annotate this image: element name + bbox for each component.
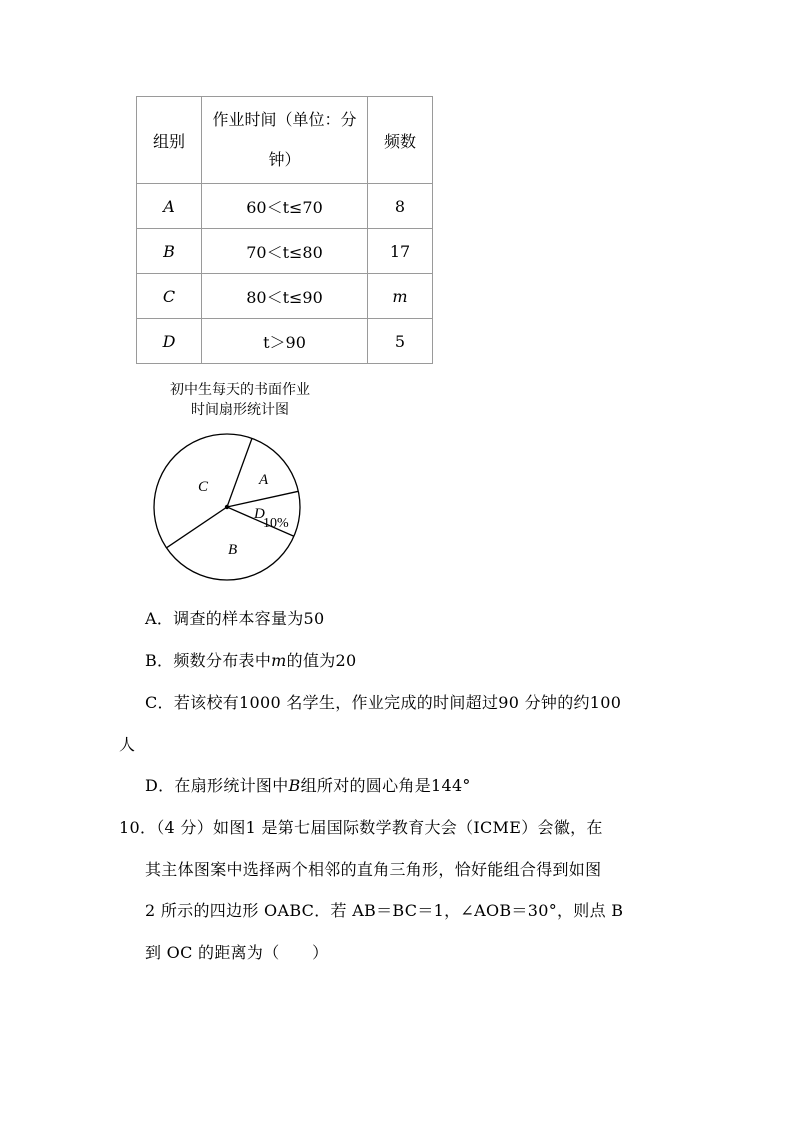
row-freq: m [368,274,433,319]
question-10-line1: 10．（4 分）如图1 是第七届国际数学教育大会（ICME）会徽，在 [119,818,603,837]
row-freq: 5 [368,319,433,364]
row-group: A [137,184,202,229]
pie-slice-start-d [227,491,298,507]
row-group: D [137,319,202,364]
pie-label-c: C [198,479,209,495]
table-row [137,184,433,229]
option-b-var: m [271,651,287,670]
option-d-var: B [288,776,301,795]
pie-slice-start-c [166,507,227,548]
row-range: 80＜t≤90 [202,274,368,319]
table-row [137,229,433,274]
frequency-table [136,96,433,364]
option-d-post: 组所对的圆心角是144° [300,776,471,795]
option-d [145,773,471,796]
header-time [202,97,368,184]
table-header-row [137,97,433,184]
option-b-pre: B．频数分布表中 [145,651,272,670]
option-b-post: 的值为20 [286,651,357,670]
chart-caption-line1: 初中生每天的书面作业 [170,382,310,398]
pie-label-d-percent: 10% [263,516,289,531]
table-row [137,274,433,319]
pie-chart [140,425,320,590]
row-range: 60＜t≤70 [202,184,368,229]
row-group: C [137,274,202,319]
header-time-line2: 钟） [268,150,301,169]
row-freq: 17 [368,229,433,274]
header-freq: 频数 [368,97,433,184]
header-time-line1: 作业时间（单位：分 [212,110,357,129]
question-10-line2: 其主体图案中选择两个相邻的直角三角形，恰好能组合得到如图 [145,860,602,879]
row-range: t＞90 [202,319,368,364]
pie-label-b: B [228,542,238,558]
question-10-line4: 到 OC 的距离为（ ） [145,943,329,962]
table-row [137,319,433,364]
pie-label-d: D [254,506,265,522]
chart-caption-line2: 时间扇形统计图 [191,402,289,418]
option-c-line2: 人 [119,735,136,754]
option-b [145,648,357,671]
option-a: A．调查的样本容量为50 [145,609,325,628]
pie-label-a: A [259,472,269,488]
row-range: 70＜t≤80 [202,229,368,274]
option-d-pre: D．在扇形统计图中 [145,776,289,795]
header-group: 组别 [137,97,202,184]
pie-slice-start-a [227,438,252,507]
pie-center-dot [225,505,229,509]
row-freq: 8 [368,184,433,229]
option-c-line1: C．若该校有1000 名学生，作业完成的时间超过90 分钟的约100 [145,693,622,712]
row-group: B [137,229,202,274]
question-10-line3: 2 所示的四边形 OABC．若 AB＝BC＝1，∠AOB＝30°，则点 B [145,901,624,920]
